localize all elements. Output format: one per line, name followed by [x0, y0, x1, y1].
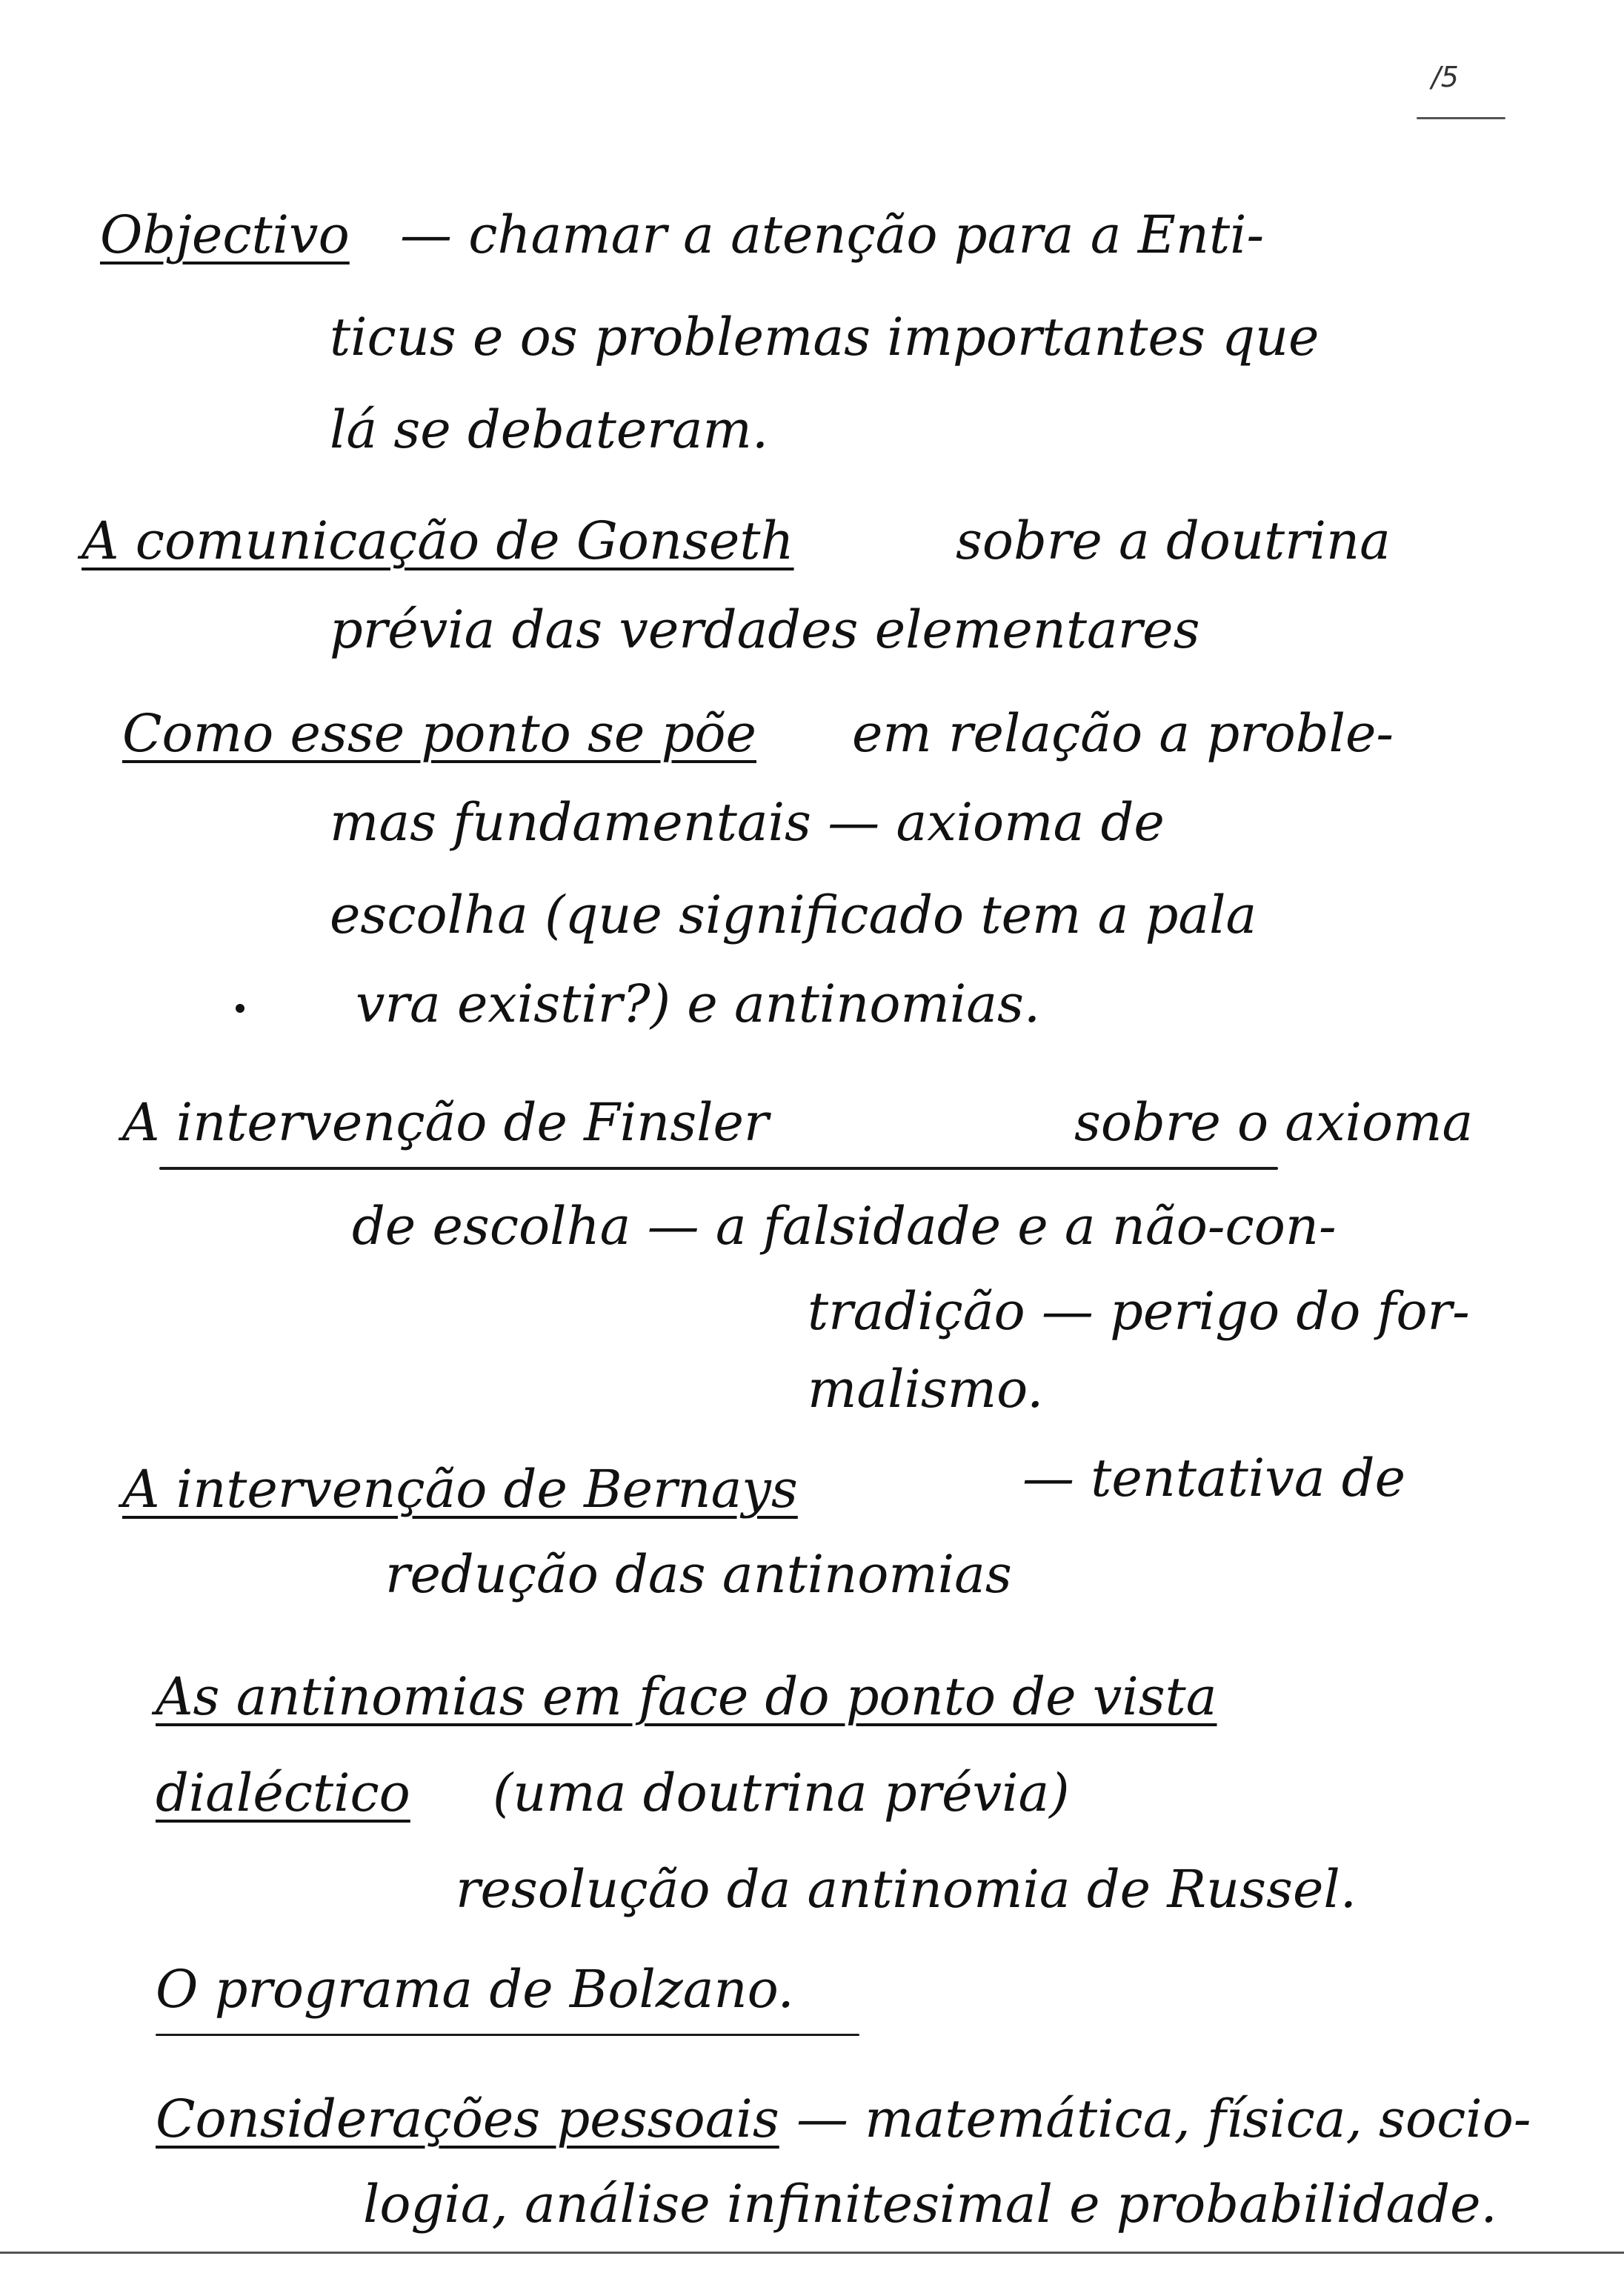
page-number-underline — [1417, 117, 1505, 119]
note-line: sobre o axioma — [1074, 1092, 1474, 1153]
note-line: mas fundamentais — axioma de — [330, 792, 1165, 853]
note-line: escolha (que significado tem a pala — [330, 885, 1257, 945]
heading-underline — [159, 1167, 1278, 1170]
note-line: — tentativa de — [1022, 1448, 1406, 1508]
heading-objectivo: Objectivo — [100, 204, 350, 265]
heading-bolzano: O programa de Bolzano. — [156, 1959, 794, 2020]
heading-dialectico: dialéctico — [156, 1763, 410, 1823]
note-line: logia, análise infinitesimal e probabilidade. — [363, 2174, 1497, 2235]
note-line: resolução da antinomia de Russel. — [456, 1859, 1357, 1920]
note-line: malismo. — [808, 1359, 1044, 1420]
note-line: vra existir?) e antinomias. — [356, 974, 1041, 1034]
note-line: lá se debateram. — [330, 399, 769, 460]
note-line: prévia das verdades elementares — [330, 599, 1200, 660]
heading-consideracoes: Considerações pessoais — [156, 2089, 779, 2149]
ink-dot — [236, 1004, 244, 1013]
heading-underline — [156, 2034, 859, 2036]
page-number: /5 — [1431, 61, 1459, 93]
note-line: — chamar a atenção para a Enti- — [400, 204, 1265, 265]
heading-bernays: A intervenção de Bernays — [122, 1459, 798, 1520]
heading-finsler: A intervenção de Finsler — [122, 1092, 769, 1153]
note-line: — matemática, física, socio- — [796, 2089, 1531, 2149]
note-line: tradição — perigo do for- — [808, 1281, 1470, 1342]
heading-como-esse-ponto: Como esse ponto se põe — [122, 703, 756, 764]
note-line: em relação a proble- — [852, 703, 1394, 764]
note-line: (uma doutrina prévia) — [493, 1763, 1070, 1823]
note-line: ticus e os problemas importantes que — [330, 307, 1320, 367]
heading-gonseth: A comunicação de Gonseth — [81, 510, 794, 571]
scan-edge — [0, 2252, 1624, 2254]
note-line: sobre a doutrina — [956, 510, 1391, 571]
note-line: redução das antinomias — [385, 1544, 1012, 1605]
heading-antinomias: As antinomias em face do ponto de vista — [156, 1666, 1217, 1727]
note-line: de escolha — a falsidade e a não-con- — [352, 1196, 1337, 1257]
